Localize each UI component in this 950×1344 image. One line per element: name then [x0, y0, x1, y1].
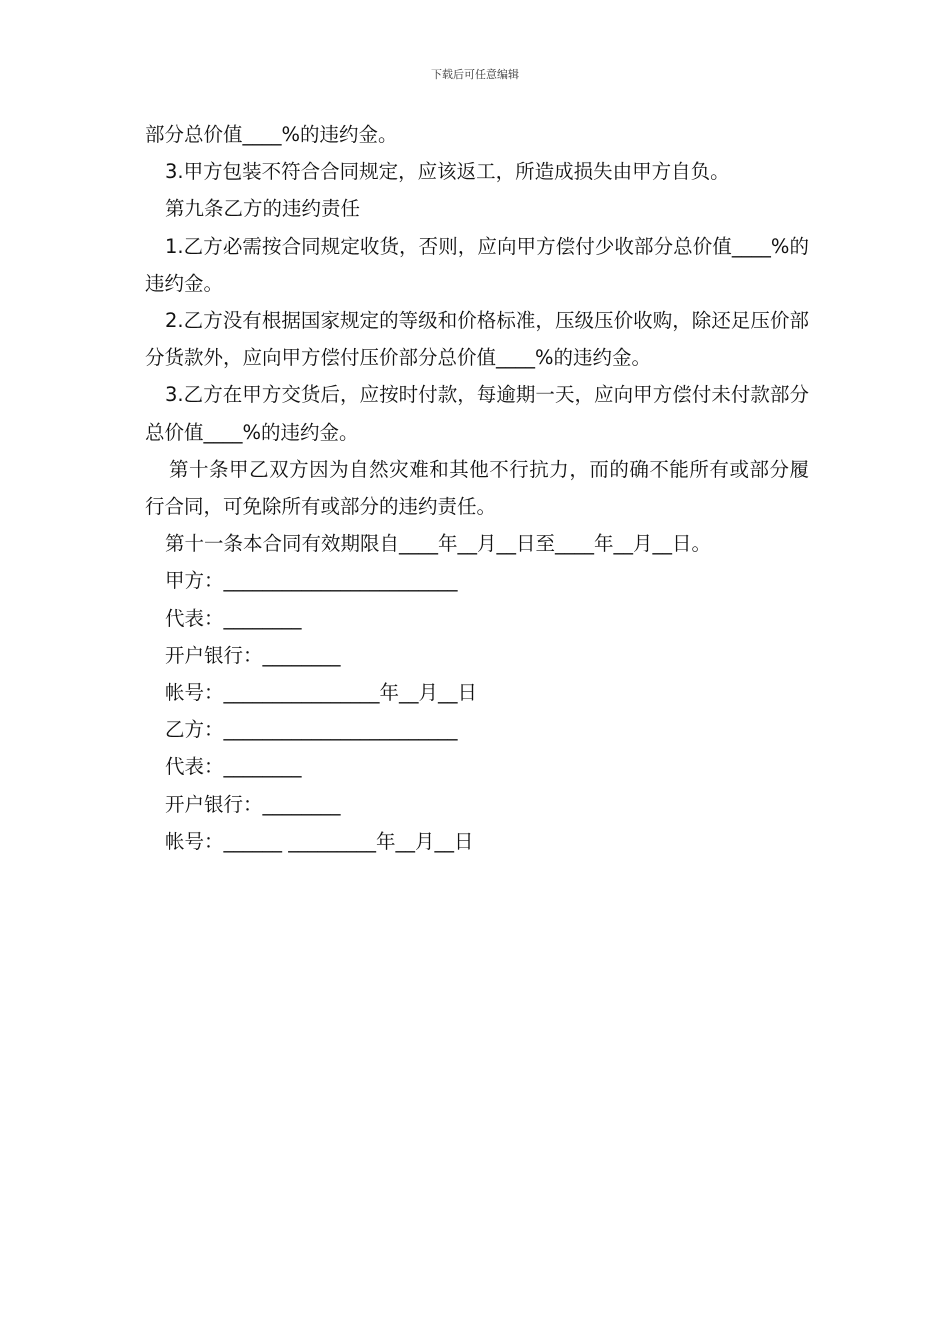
party-a-representative: 代表：________ [165, 606, 302, 630]
page-header-note: 下载后可任意编辑 [431, 68, 519, 81]
article-11: 第十一条本合同有效期限自____年__月__日至____年__月__日。 [165, 532, 712, 556]
clause-9-item-1: 1.乙方必需按合同规定收货，否则，应向甲方偿付少收部分总价值____%的违约金。 [145, 234, 809, 295]
party-b-bank: 开户银行：________ [165, 792, 341, 816]
party-b-line: 乙方：________________________ [165, 718, 458, 742]
article-9-heading: 第九条乙方的违约责任 [165, 197, 361, 221]
party-a-line: 甲方：________________________ [165, 569, 458, 593]
clause-9-item-3: 3.乙方在甲方交货后，应按时付款，每逾期一天，应向甲方偿付未付款部分总价值____%的违约金。 [145, 383, 809, 444]
clause-8-item-3: 3.甲方包装不符合合同规定，应该返工，所造成损失由甲方自负。 [165, 160, 730, 184]
article-10: 第十条甲乙双方因为自然灾难和其他不行抗力，而的确不能所有或部分履行合同，可免除所有或部分的违约责任。 [145, 457, 809, 519]
party-b-account: 帐号：______ _________年__月__日 [165, 829, 474, 853]
party-a-bank: 开户银行：________ [165, 643, 341, 667]
document-body [145, 116, 809, 860]
party-b-representative: 代表：________ [165, 755, 302, 779]
paragraph-continuation: 部分总价值____%的违约金。 [145, 123, 398, 146]
party-a-account: 帐号：________________年__月__日 [165, 681, 478, 705]
clause-9-item-2: 2.乙方没有根据国家规定的等级和价格标准，压级压价收购，除还足压价部分货款外，应向甲方偿付压价部分总价值____%的违约金。 [145, 309, 809, 370]
